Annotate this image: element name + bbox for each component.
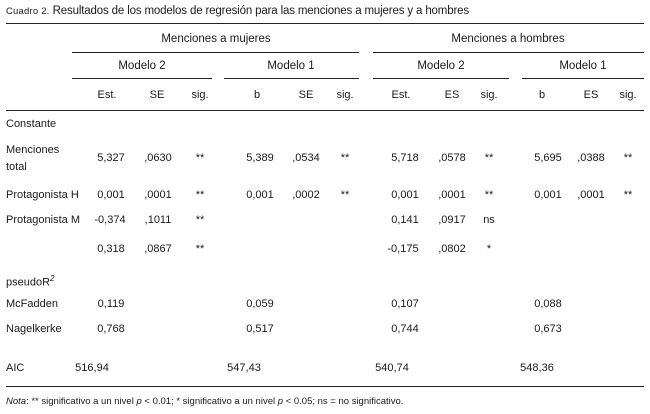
table-cell: ,0802 [438, 243, 466, 255]
table-cell: 0,673 [534, 323, 562, 335]
col-header: SE [149, 89, 165, 101]
rule-group-hombres [373, 52, 644, 53]
col-header: Est. [97, 89, 117, 101]
col-header: sig. [619, 89, 637, 101]
row-label-menciones: Menciones [6, 144, 60, 156]
col-header: sig. [336, 89, 354, 101]
col-header: ES [583, 89, 599, 101]
row-label-constante: Constante [6, 118, 57, 130]
col-header: b [253, 89, 261, 101]
table-cell: 5,389 [246, 152, 274, 164]
col-header: Est. [391, 89, 411, 101]
table-cell: ** [623, 152, 633, 164]
col-header: ES [444, 89, 460, 101]
model-header: Modelo 1 [559, 60, 607, 72]
model-header: Modelo 2 [417, 60, 465, 72]
table-cell: ** [195, 189, 205, 201]
row-label-protagonista-m: Protagonista M [6, 214, 80, 226]
table-cell: ,0002 [292, 189, 320, 201]
table-cell: 5,327 [97, 152, 125, 164]
row-label-mcfadden: McFadden [6, 298, 58, 310]
col-header: b [538, 89, 546, 101]
table-cell: ,0001 [577, 189, 605, 201]
table-cell: 0,318 [97, 243, 125, 255]
table-note: Nota: ** significativo a un nivel p < 0.01; * significativo a un nivel p < 0.05; ns = no significativo. [6, 396, 404, 407]
group-header-mujeres: Menciones a mujeres [161, 33, 271, 45]
row-label-nagelkerke: Nagelkerke [6, 323, 62, 335]
rule-group-mujeres [72, 52, 359, 53]
table-cell: 516,94 [75, 362, 109, 374]
table-cell: ,0388 [577, 152, 605, 164]
model-header: Modelo 2 [118, 60, 166, 72]
col-header: sig. [480, 89, 498, 101]
table-cell: 0,059 [246, 298, 274, 310]
table-cell: ** [195, 152, 205, 164]
rule-model-4 [522, 78, 644, 79]
row-label-pseudo-r2: pseudoR$^2$ [6, 274, 55, 289]
table-cell: ,0534 [292, 152, 320, 164]
table-cell: 0,001 [246, 189, 274, 201]
table-cell: ** [340, 152, 350, 164]
table-cell: ** [484, 189, 494, 201]
row-label-menciones-total: total [6, 161, 27, 173]
rule-model-1 [72, 78, 212, 79]
table-cell: 0,517 [246, 323, 274, 335]
caption-text: Resultados de los modelos de regresión para las menciones a mujeres y a hombres [49, 5, 470, 17]
table-cell: ** [195, 214, 205, 226]
table-cell: ,0001 [438, 189, 466, 201]
table-cell: ,0001 [144, 189, 172, 201]
col-header: sig. [191, 89, 209, 101]
table-cell: 0,141 [391, 214, 419, 226]
table-cell: ** [195, 243, 205, 255]
row-label-aic: AIC [6, 362, 25, 374]
table-cell: 5,695 [534, 152, 562, 164]
table-cell: 0,001 [97, 189, 125, 201]
table-cell: ,0578 [438, 152, 466, 164]
rule-model-3 [373, 78, 509, 79]
model-header: Modelo 1 [267, 60, 315, 72]
table-cell: ,0917 [438, 214, 466, 226]
table-cell: 0,088 [534, 298, 562, 310]
table-cell: 0,744 [391, 323, 419, 335]
table-cell: ,1011 [144, 214, 172, 226]
table-cell: 0,768 [97, 323, 125, 335]
table-cell: 0,001 [391, 189, 419, 201]
table-cell: 547,43 [227, 362, 261, 374]
table-cell: 540,74 [375, 362, 409, 374]
rule-bottom [6, 386, 644, 387]
table-cell: ,0867 [144, 243, 172, 255]
rule-header-bottom [6, 110, 644, 111]
table-cell: -0,374 [94, 214, 126, 226]
table-cell: ** [623, 189, 633, 201]
row-label-protagonista-h: Protagonista H [6, 189, 79, 201]
table-cell: * [486, 243, 492, 255]
table-cell: ,0630 [144, 152, 172, 164]
rule-top [6, 23, 644, 24]
table-cell: 0,001 [534, 189, 562, 201]
caption-label: Cuadro 2. [6, 6, 50, 17]
rule-model-2 [224, 78, 359, 79]
table-cell: 5,718 [391, 152, 419, 164]
table-cell: -0,175 [387, 243, 419, 255]
table-cell: ** [484, 152, 494, 164]
group-header-hombres: Menciones a hombres [451, 33, 565, 45]
table-cell: ** [340, 189, 350, 201]
col-header: SE [298, 89, 314, 101]
table-cell: ns [483, 214, 495, 226]
table-cell: 0,119 [97, 298, 125, 310]
table-cell: 548,36 [520, 362, 554, 374]
table-cell: 0,107 [391, 298, 419, 310]
table-caption [6, 5, 469, 17]
